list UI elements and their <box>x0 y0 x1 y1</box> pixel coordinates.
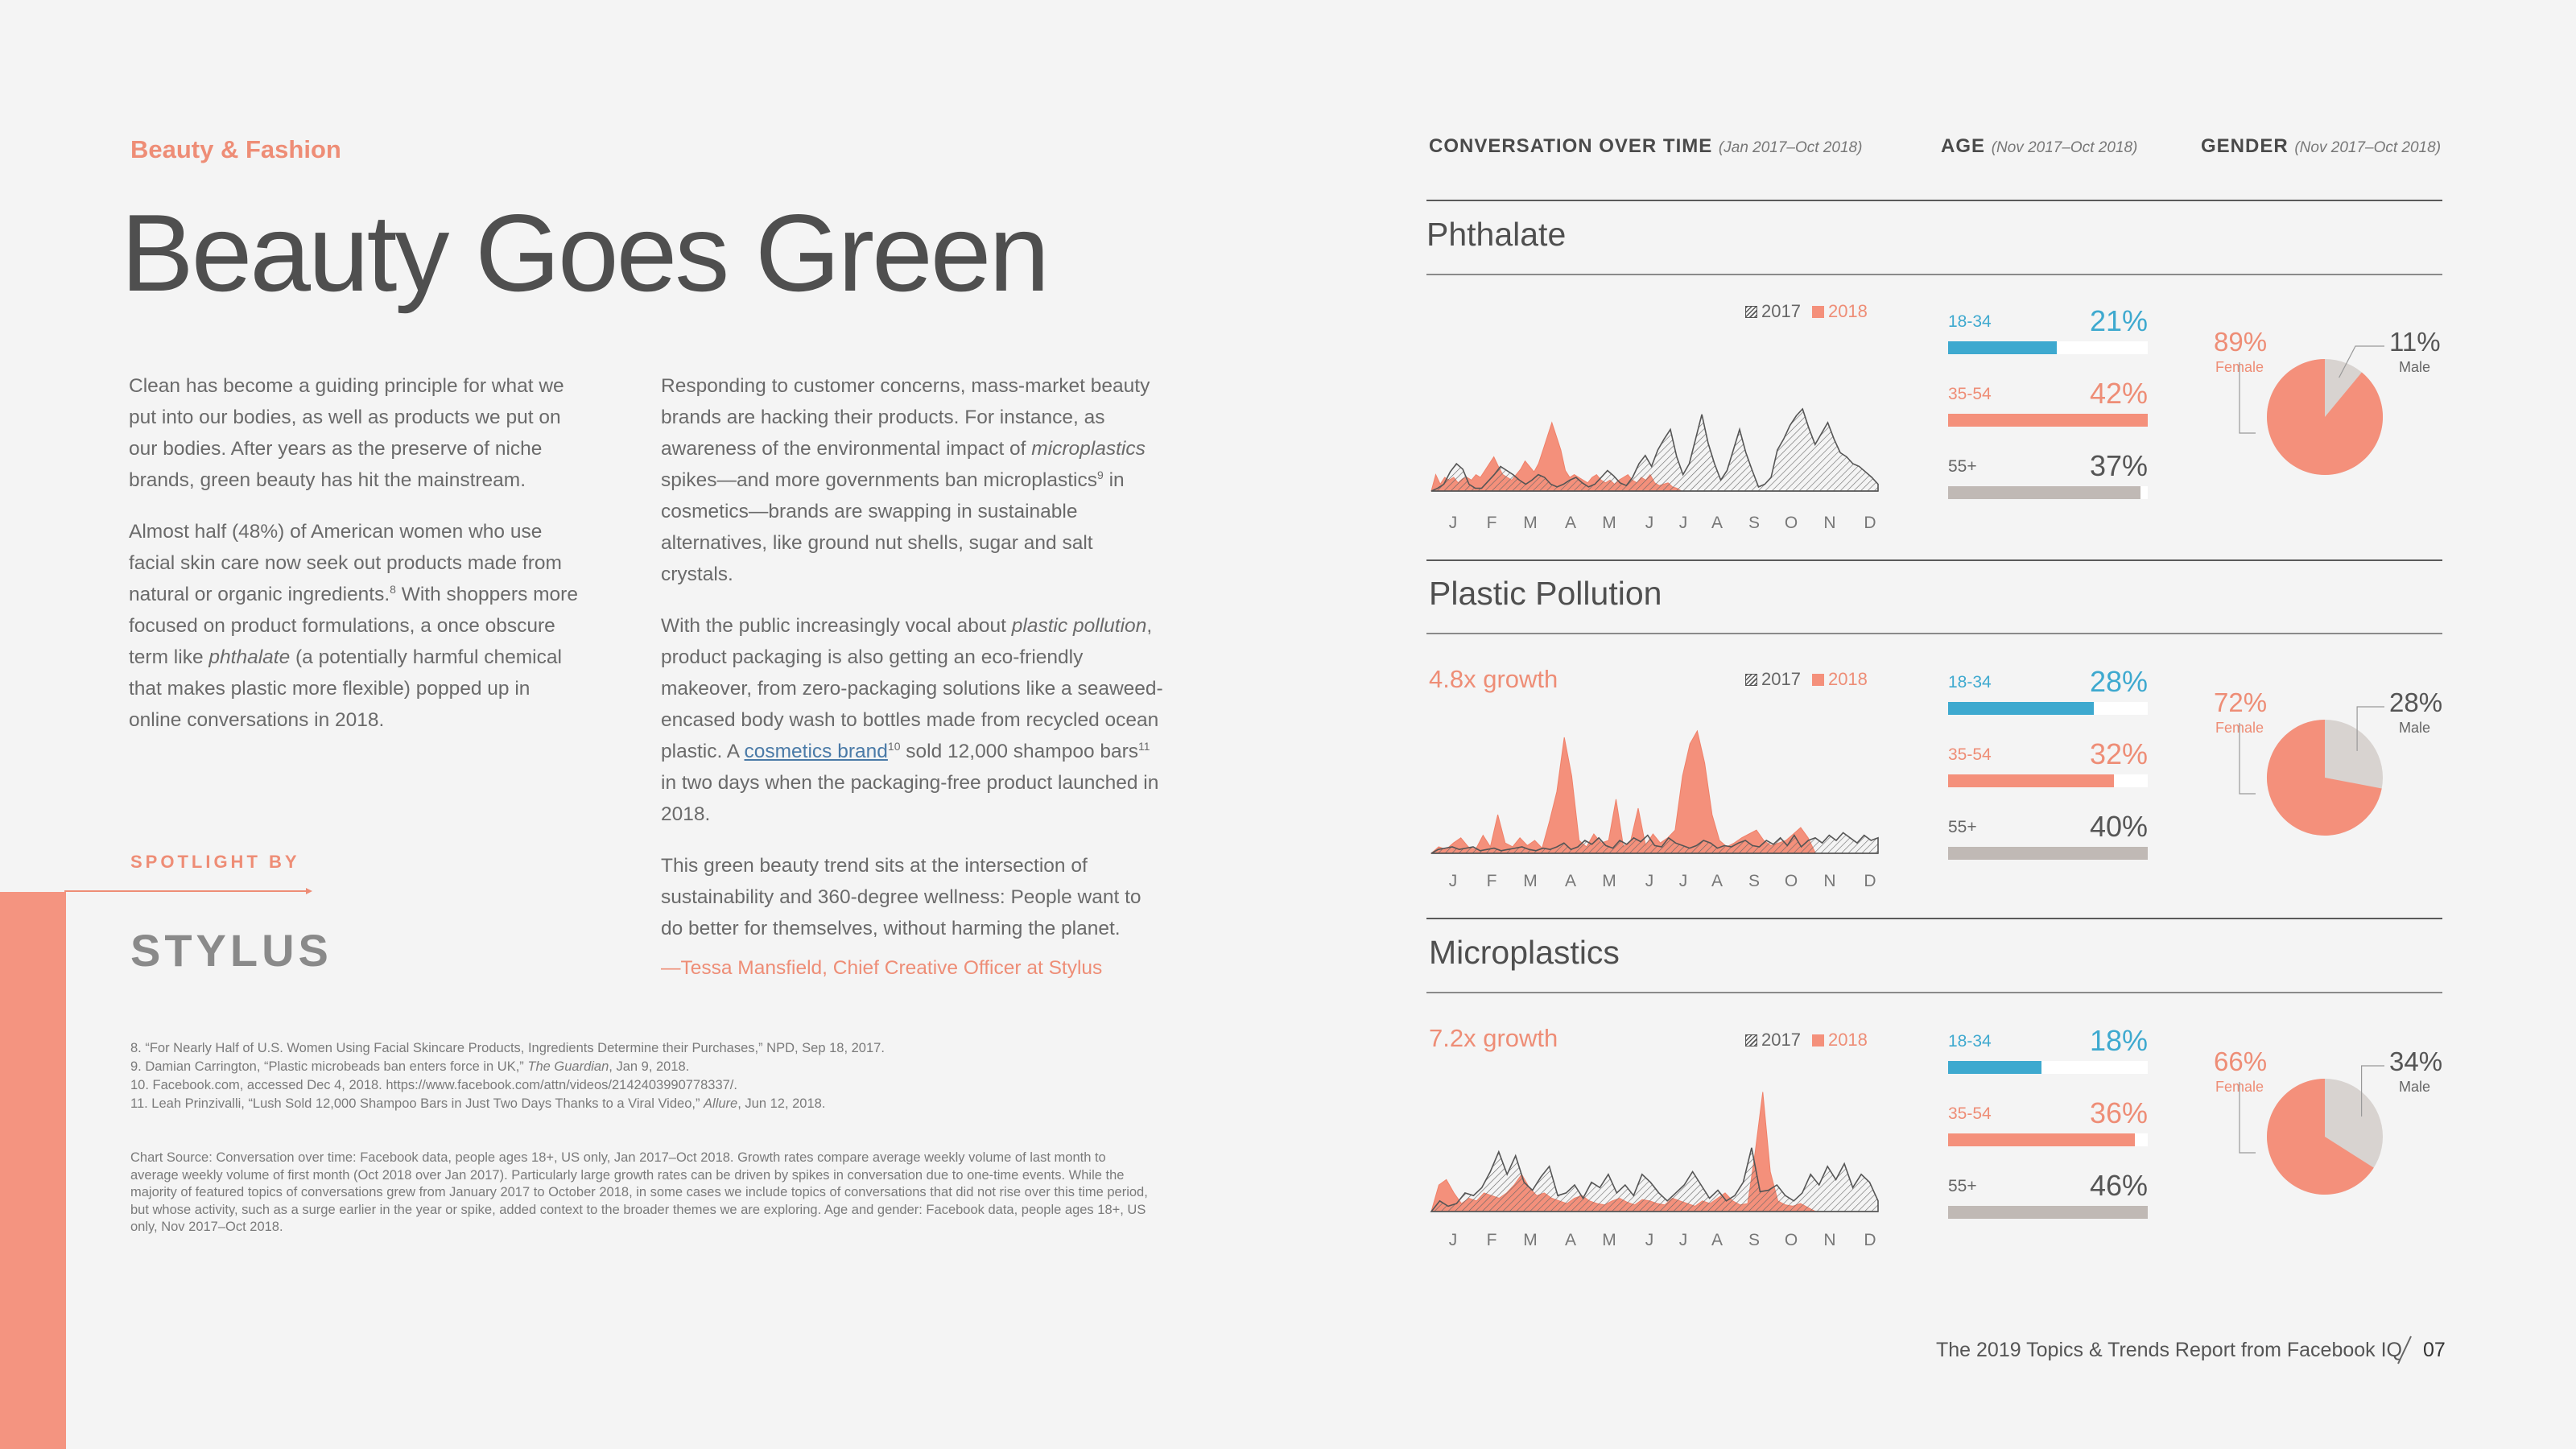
age-value: 37% <box>2089 449 2148 482</box>
gender-pie <box>2206 681 2496 874</box>
text-span: , Jun 12, 2018. <box>737 1096 826 1111</box>
age-bar-track <box>1948 774 2148 787</box>
col2-paragraph-2 <box>661 610 1168 830</box>
col2-paragraph-3: This green beauty trend sits at the intersection of sustainability and 360-degree wellness: People want to do better for themselves, without harming the planet. <box>661 855 1141 939</box>
month-tick-label: S <box>1748 514 1760 532</box>
age-value: 32% <box>2089 737 2148 770</box>
age-bar-track <box>1948 1133 2148 1146</box>
age-value: 46% <box>2089 1169 2148 1202</box>
footnote-11 <box>130 1095 1153 1113</box>
footnote-ref: 11 <box>1138 739 1150 753</box>
female-percent: 72% <box>2214 687 2268 717</box>
col2-paragraph-1 <box>661 370 1168 590</box>
age-value: 21% <box>2089 304 2148 337</box>
text-span: , product packaging is also getting an eco-friendly makeover, from zero-packaging solutions like a seaweed-encased body wash to bottles made from recycled ocean plastic. A <box>661 615 1163 762</box>
month-tick-label: A <box>1564 1231 1576 1249</box>
gender-pie <box>2206 1040 2496 1233</box>
age-label: 18-34 <box>1948 312 1992 331</box>
emphasis: Allure <box>704 1096 738 1111</box>
footnotes <box>130 1039 1153 1113</box>
text-span: 10. Facebook.com, accessed Dec 4, 2018. https://www.facebook.com/attn/videos/2142403990778337/. <box>130 1078 737 1092</box>
footnote-10 <box>130 1076 1153 1095</box>
section-rule <box>1426 274 2442 275</box>
age-bar-track <box>1948 486 2148 499</box>
age-label: 35-54 <box>1948 1104 1992 1123</box>
month-tick-label: F <box>1486 514 1497 532</box>
month-tick-label: J <box>1678 514 1688 532</box>
text-span: in two days when the packaging-free product launched in 2018. <box>661 772 1159 825</box>
month-tick-label: A <box>1564 872 1576 890</box>
cosmetics-brand-link[interactable]: cosmetics brand <box>744 741 888 762</box>
spotlight-arrow <box>306 888 312 894</box>
category-label: Beauty & Fashion <box>130 135 341 163</box>
section-rule <box>1426 633 2442 634</box>
header-gender <box>2201 135 2441 158</box>
header-text: CONVERSATION OVER TIME <box>1429 135 1713 157</box>
text-span: 9. Damian Carrington, “Plastic microbeads ban enters force in UK,” <box>130 1059 528 1074</box>
age-bar-track <box>1948 1061 2148 1074</box>
chart-source-note: Chart Source: Conversation over time: Facebook data, people ages 18+, US only, Jan 2017–Oct 2018. Growth rates compare average weekly volume of last month to average weekly volume of first month (Oct 2018 over Jan 2017). Particularly large growth rates can be driven by spikes in conversation due to one-time events. While the majority of featured topics of conversations grew from January 2017 to October 2018, in some cases we include topics of conversations that did not rise over this time period, but whose activity, such as a surge earlier in the year or spike, added context to the broader themes we are exploring. Age and gender: Facebook data, people ages 18+, US only, Nov 2017–Oct 2018. <box>130 1150 1148 1234</box>
female-label: Female <box>2215 720 2264 736</box>
header-age <box>1941 135 2137 158</box>
chart-microplastics <box>1431 1071 1878 1220</box>
age-value: 36% <box>2089 1096 2148 1129</box>
legend-2017: 2017 <box>1761 1030 1801 1050</box>
female-leader-line <box>2240 362 2256 433</box>
text-span: (a potentially harmful chemical that makes plastic more flexible) popped up in online conversations in 2018. <box>129 646 562 731</box>
spotlight-divider <box>64 890 310 892</box>
female-percent: 89% <box>2214 327 2268 357</box>
legend-2017-swatch <box>1745 674 1757 686</box>
age-value: 42% <box>2089 377 2148 410</box>
month-tick-label: O <box>1784 872 1798 890</box>
month-tick-label: A <box>1711 514 1723 532</box>
female-leader-line <box>2240 723 2256 794</box>
text-span: 8. “For Nearly Half of U.S. Women Using Facial Skincare Products, Ingredients Determine their Purchases,” NPD, Sep 18, 2017. <box>130 1041 885 1055</box>
footer-slash-icon <box>2395 1333 2414 1367</box>
month-tick-label: M <box>1602 1231 1616 1249</box>
legend-2017: 2017 <box>1761 301 1801 321</box>
footnote-ref: 8 <box>390 582 396 596</box>
gender-pie <box>2206 320 2496 514</box>
age-bar-track <box>1948 341 2148 354</box>
age-bar-fill <box>1948 1206 2148 1219</box>
month-tick-label: D <box>1864 1231 1876 1249</box>
month-tick-label: N <box>1823 872 1836 890</box>
month-tick-label: M <box>1602 514 1616 532</box>
age-label: 55+ <box>1948 457 1977 476</box>
legend-2018: 2018 <box>1827 1030 1868 1050</box>
legend-2018-swatch <box>1812 1034 1824 1046</box>
chart-phthalate <box>1431 346 1878 499</box>
report-footer <box>1936 1339 2402 1362</box>
male-label: Male <box>2399 1079 2431 1095</box>
growth-plastic-pollution: 4.8x growth <box>1429 665 1558 693</box>
legend-2017-swatch <box>1745 306 1757 318</box>
month-tick-label: J <box>1448 872 1458 890</box>
section-title-plastic-pollution: Plastic Pollution <box>1429 575 1662 612</box>
month-tick-label: A <box>1711 872 1723 890</box>
age-label: 18-34 <box>1948 673 1992 691</box>
section-title-phthalate: Phthalate <box>1426 216 1567 253</box>
header-rule <box>1426 200 2442 201</box>
month-tick-label: D <box>1864 872 1876 890</box>
month-tick-label: J <box>1678 1231 1688 1249</box>
age-bar-track <box>1948 1206 2148 1219</box>
header-text: AGE <box>1941 135 1986 157</box>
age-label: 35-54 <box>1948 745 1992 764</box>
age-bar-fill <box>1948 702 2094 715</box>
age-bar-fill <box>1948 486 2140 499</box>
body-column-2 <box>661 370 1168 1004</box>
month-tick-label: M <box>1602 872 1616 890</box>
month-tick-label: M <box>1523 514 1538 532</box>
report-name: The 2019 Topics & Trends Report from Facebook IQ <box>1936 1339 2402 1361</box>
emphasis: The Guardian <box>527 1059 609 1074</box>
header-conversation <box>1429 135 1862 158</box>
age-value: 40% <box>2089 810 2148 843</box>
female-percent: 66% <box>2214 1046 2268 1076</box>
col1-paragraph-1: Clean has become a guiding principle for what we put into our bodies, as well as products we put on our bodies. After years as the preserve of niche brands, green beauty has hit the mainstream. <box>129 375 564 491</box>
age-label: 55+ <box>1948 1177 1977 1195</box>
emphasis: plastic pollution <box>1011 615 1147 637</box>
quote-author: —Tessa Mansfield, Chief Creative Officer at Stylus <box>661 957 1103 979</box>
emphasis: microplastics <box>1031 438 1146 460</box>
month-tick-label: F <box>1486 1231 1497 1249</box>
month-tick-label: A <box>1711 1231 1723 1249</box>
month-tick-label: J <box>1448 1231 1458 1249</box>
growth-microplastics: 7.2x growth <box>1429 1024 1558 1052</box>
text-span: Responding to customer concerns, mass-market beauty brands are hacking their products. For instance, as awareness of the environmental impact of <box>661 375 1150 460</box>
legend-2018: 2018 <box>1827 301 1868 321</box>
text-span: With shoppers more focused on product formulations, a once obscure term like <box>129 584 578 668</box>
series-2018-area <box>1431 731 1815 853</box>
section-rule <box>1426 992 2442 993</box>
month-tick-label: M <box>1523 1231 1538 1249</box>
female-label: Female <box>2215 359 2264 375</box>
month-tick-label: S <box>1748 1231 1760 1249</box>
chart-plastic-pollution <box>1431 716 1878 861</box>
text-span: sold 12,000 shampoo bars <box>900 741 1139 762</box>
page-number: 07 <box>2423 1339 2446 1361</box>
male-percent: 11% <box>2389 327 2441 357</box>
text-span: , Jan 9, 2018. <box>609 1059 690 1074</box>
section-divider <box>1426 559 2442 561</box>
month-tick-label: O <box>1784 1231 1798 1249</box>
month-tick-label: O <box>1784 514 1798 532</box>
legend-2017-swatch <box>1745 1034 1757 1046</box>
age-bar-fill <box>1948 341 2057 354</box>
age-value: 28% <box>2089 665 2148 698</box>
month-tick-label: D <box>1864 514 1876 532</box>
page-title: Beauty Goes Green <box>121 192 1048 314</box>
accent-bar <box>0 892 66 1449</box>
month-tick-label: J <box>1645 1231 1654 1249</box>
header-sub: (Nov 2017–Oct 2018) <box>2294 139 2442 156</box>
month-tick-label: F <box>1486 872 1497 890</box>
age-value: 18% <box>2089 1024 2148 1057</box>
legend-2017: 2017 <box>1761 669 1801 689</box>
month-tick-label: J <box>1678 872 1688 890</box>
age-bar-track <box>1948 414 2148 427</box>
section-title-microplastics: Microplastics <box>1429 934 1620 971</box>
header-sub: (Nov 2017–Oct 2018) <box>1991 139 2138 156</box>
chart-legend <box>1745 669 1868 690</box>
legend-2018: 2018 <box>1827 669 1868 689</box>
age-bar-track <box>1948 702 2148 715</box>
chart-legend <box>1745 301 1868 322</box>
col1-paragraph-2 <box>129 516 580 736</box>
age-label: 35-54 <box>1948 385 1992 403</box>
month-tick-label: J <box>1645 872 1654 890</box>
month-tick-label: J <box>1448 514 1458 532</box>
female-label: Female <box>2215 1079 2264 1095</box>
male-label: Male <box>2399 359 2431 375</box>
header-text: GENDER <box>2201 135 2289 157</box>
header-sub: (Jan 2017–Oct 2018) <box>1718 139 1863 156</box>
legend-2018-swatch <box>1812 306 1824 318</box>
age-label: 55+ <box>1948 818 1977 836</box>
emphasis: phthalate <box>208 646 291 668</box>
text-span: Almost half (48%) of American women who use facial skin care now seek out products made from natural or organic ingredients. <box>129 521 562 605</box>
male-percent: 28% <box>2389 687 2443 717</box>
text-span: 11. Leah Prinzivalli, “Lush Sold 12,000 Shampoo Bars in Just Two Days Thanks to a Viral Video,” <box>130 1096 704 1111</box>
body-column-1 <box>129 370 580 756</box>
age-label: 18-34 <box>1948 1032 1992 1051</box>
text-span: With the public increasingly vocal about <box>661 615 1012 637</box>
section-divider <box>1426 918 2442 919</box>
month-tick-label: J <box>1645 514 1654 532</box>
male-percent: 34% <box>2389 1046 2443 1076</box>
legend-2018-swatch <box>1812 674 1824 686</box>
footnote-8 <box>130 1039 1153 1058</box>
female-leader-line <box>2240 1082 2256 1153</box>
chart-legend <box>1745 1030 1868 1051</box>
month-tick-label: N <box>1823 514 1836 532</box>
footnote-ref: 9 <box>1096 468 1104 481</box>
male-label: Male <box>2399 720 2431 736</box>
age-bar-fill <box>1948 414 2148 427</box>
series-2017-area <box>1431 409 1878 491</box>
footnote-ref: 10 <box>887 739 901 753</box>
age-bar-fill <box>1948 1133 2135 1146</box>
age-bar-fill <box>1948 847 2148 860</box>
age-bar-track <box>1948 847 2148 860</box>
text-span: in cosmetics—brands are swapping in sustainable alternatives, like ground nut shells, sugar and salt crystals. <box>661 469 1125 585</box>
series-2017-area <box>1431 1148 1878 1212</box>
age-bar-fill <box>1948 774 2114 787</box>
age-bar-fill <box>1948 1061 2041 1074</box>
text-span: spikes—and more governments ban microplastics <box>661 469 1097 491</box>
footnote-9 <box>130 1058 1153 1076</box>
stylus-logo: STYLUS <box>130 925 332 976</box>
spotlight-label: SPOTLIGHT BY <box>130 852 300 872</box>
month-tick-label: A <box>1564 514 1576 532</box>
month-tick-label: S <box>1748 872 1760 890</box>
month-tick-label: M <box>1523 872 1538 890</box>
month-tick-label: N <box>1823 1231 1836 1249</box>
